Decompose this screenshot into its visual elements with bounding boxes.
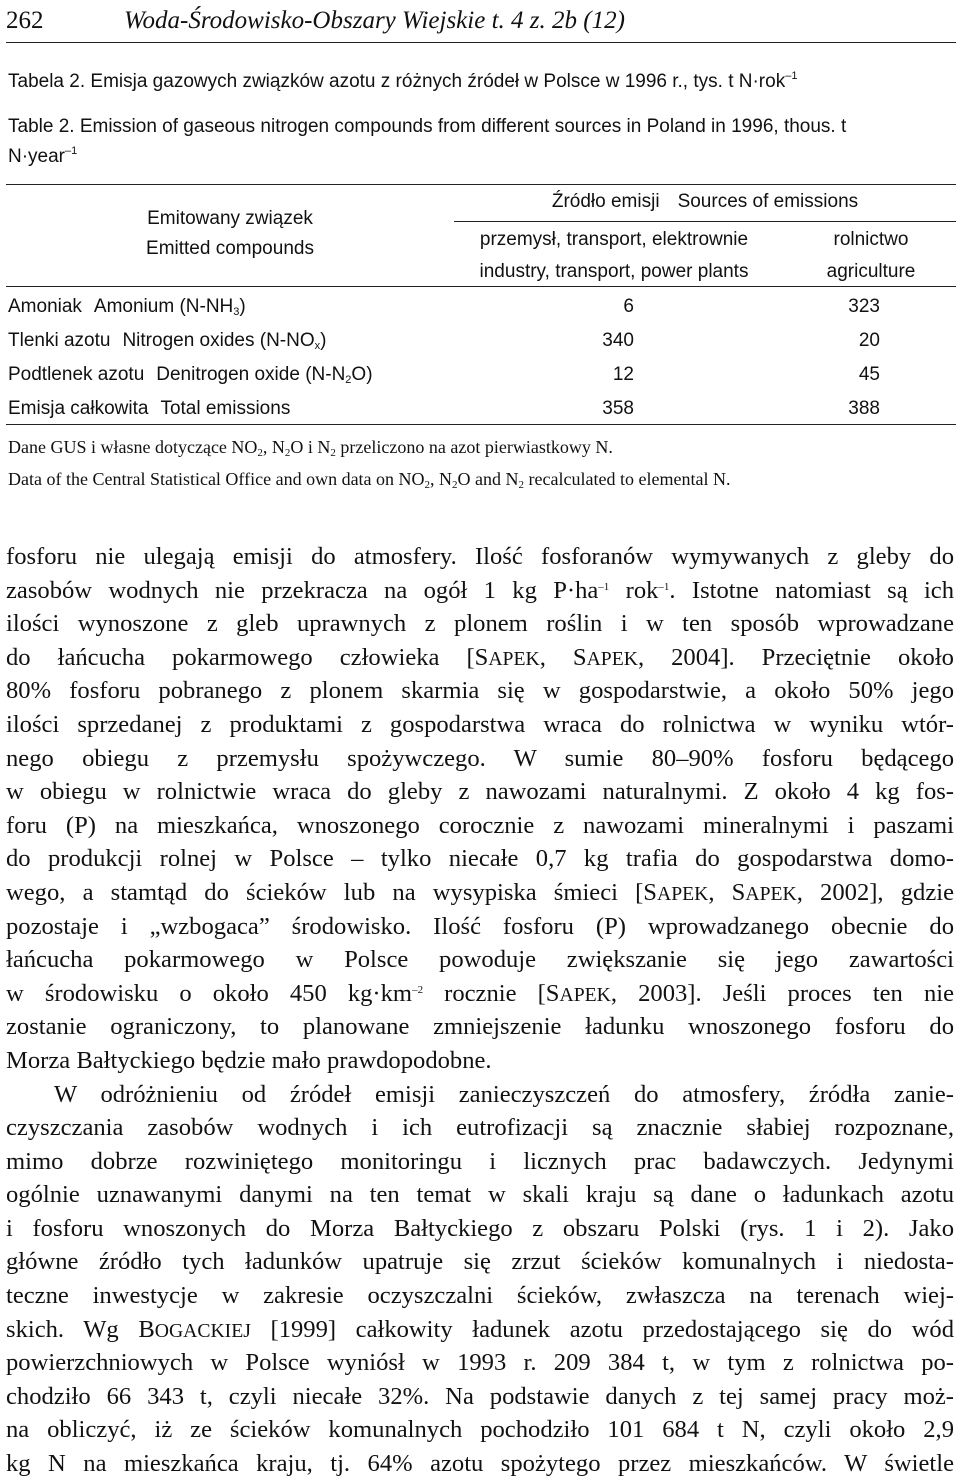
row-label-en: Denitrogen oxide (N-N: [156, 364, 346, 385]
page-number: 262: [6, 7, 44, 34]
row-label-en: Total emissions: [160, 398, 291, 419]
text-run: zasobów wodnych nie przekracza na ogół 1 kg P·ha: [6, 576, 599, 604]
cell-agriculture: 20: [858, 330, 880, 351]
text-line: foru (P) na mieszkańca, wnoszonego corocznie z nawozami mineralnymi i paszami: [6, 811, 954, 839]
row-label: [8, 392, 290, 426]
author-smallcaps: OGACKIEJ: [154, 1319, 251, 1342]
body-text: [6, 540, 954, 1481]
note-text: Data of the Central Statistical Office and own data on NO: [8, 469, 425, 489]
text-run: rok: [609, 576, 659, 604]
table-source-note-pl: [8, 434, 953, 460]
text-run: , S: [539, 643, 587, 671]
table-row: [6, 290, 956, 324]
text-run: , 2003]. Jeśli proces ten nie: [610, 979, 954, 1007]
column-header-compounds: [6, 204, 454, 264]
text-line: i fosforu wnoszonych do Morza Bałtyckiego z obszaru Polski (rys. 1 i 2). Jako: [6, 1214, 954, 1242]
text-line: pozostaje i „wzbogaca” środowisko. Ilość fosforu (P) wprowadzanego obecnie do: [6, 912, 954, 940]
author-smallcaps: APEK: [745, 882, 797, 905]
column-header-agriculture-pl: rolnictwo: [833, 229, 909, 250]
row-label-subscript: x: [314, 340, 321, 352]
table-source-note-en: [8, 466, 953, 492]
text-line: nego obiegu z przemysłu spożywczego. W sumie 80–90% fosforu będącego: [6, 744, 954, 772]
text-line: [6, 977, 954, 1011]
text-line: kg N na mieszkańca kraju, tj. 64% azotu spożytego przez mieszkańców. W świetle: [6, 1450, 954, 1478]
note-subscript: 2: [330, 447, 336, 459]
cell-industry: 12: [612, 364, 634, 385]
text-line: ilości wynoszone z gleb uprawnych z plonem roślin i w ten sposób wprowadzane: [6, 610, 954, 638]
table-top-rule: [6, 184, 956, 185]
emissions-table: [6, 184, 956, 426]
caption-en-continuation: [8, 142, 953, 172]
note-subscript: 2: [257, 447, 263, 459]
row-label: [8, 324, 326, 358]
header-divider: [6, 42, 956, 43]
column-header-compounds-pl: Emitowany związek: [147, 208, 313, 229]
note-subscript: 2: [518, 479, 525, 491]
note-subscript: 2: [424, 479, 431, 491]
table-row-total: [6, 392, 956, 426]
author-smallcaps: APEK: [586, 647, 638, 670]
text-run: [1999] całkowity ładunek azotu przedostającego się do wód: [250, 1315, 954, 1343]
text-line: chodziło 66 343 t, czyli niecałe 32%. Na podstawie danych z tej samej pracy moż-: [6, 1382, 954, 1410]
note-text: recalculated to elemental N.: [524, 469, 731, 489]
text-line: [6, 574, 954, 608]
row-label-en-end: O): [351, 364, 373, 385]
row-label-pl: Emisja całkowita: [8, 398, 149, 419]
text-line: [6, 1313, 954, 1347]
note-text: O i N: [290, 437, 331, 457]
row-label-pl: Podtlenek azotu: [8, 364, 145, 385]
text-line: teczne inwestycje w zakresie oczyszczalni ścieków, zwłaszcza na terenach wiej-: [6, 1282, 954, 1310]
caption-pl-superscript: –1: [785, 70, 798, 82]
text-run: w środowisku o około 450 kg·km: [6, 979, 413, 1007]
cell-agriculture: 323: [848, 296, 880, 317]
caption-en-unit: N·year: [8, 146, 66, 167]
text-line: czyszczania zasobów wodnych i ich eutrofizacji są znacznie słabiej rozpoznane,: [6, 1114, 954, 1142]
note-subscript: 2: [452, 479, 458, 491]
running-header: [6, 2, 956, 44]
text-line: W odróżnieniu od źródeł emisji zanieczyszczeń do atmosfery, źródła zanie-: [54, 1080, 954, 1108]
author-smallcaps: APEK: [559, 983, 611, 1006]
table-caption-pl: [8, 67, 953, 97]
column-header-industry-pl: przemysł, transport, elektrownie: [479, 229, 749, 250]
row-label-en-end: ): [239, 296, 246, 317]
cell-agriculture: 388: [848, 398, 880, 419]
text-line: w obiegu w rolnictwie wraca do gleby z nawozami naturalnymi. Z około 4 kg fos-: [6, 778, 954, 806]
note-text: Dane GUS i własne dotyczące NO: [8, 437, 258, 457]
text-line: 80% fosforu pobranego z plonem skarmia się w gospodarstwie, a około 50% jego: [6, 677, 954, 705]
text-line: Morza Bałtyckiego będzie mało prawdopodobne.: [6, 1046, 492, 1074]
text-line: zostanie ograniczony, to planowane zmniejszenie ładunku wnoszonego fosforu do: [6, 1013, 954, 1041]
author-smallcaps: APEK: [657, 882, 709, 905]
cell-industry: 340: [602, 330, 634, 351]
note-subscript: 2: [284, 447, 291, 459]
cell-industry: 6: [623, 296, 634, 317]
caption-pl-text: Tabela 2. Emisja gazowych związków azotu z różnych źródeł w Polsce w 1996 r., tys. t N·rok: [8, 71, 786, 92]
column-header-sources: [454, 187, 956, 217]
column-header-industry-en: industry, transport, power plants: [479, 261, 749, 282]
text-line: do produkcji rolnej w Polsce – tylko niecałe 0,7 kg trafia do gospodarstwa domo-: [6, 845, 954, 873]
row-label-en-end: ): [320, 330, 327, 351]
text-run: rocznie [S: [423, 979, 560, 1007]
note-text: O and N: [457, 469, 519, 489]
text-run: skich. Wg B: [6, 1315, 155, 1343]
cell-industry: 358: [602, 398, 634, 419]
journal-title: Woda-Środowisko-Obszary Wiejskie t. 4 z. 2b (12): [124, 7, 625, 34]
row-label-en: Nitrogen oxides (N-NO: [122, 330, 315, 351]
table-row: [6, 358, 956, 392]
text-run: . Istotne natomiast są ich: [669, 576, 954, 604]
row-label: [8, 290, 246, 324]
text-line: główne źródło tych ładunków upatruje się zrzut ścieków komunalnych i niedosta-: [6, 1248, 954, 1276]
text-line: fosforu nie ulegają emisji do atmosfery. Ilość fosforanów wymywanych z gleby do: [6, 543, 954, 570]
column-header-agriculture: [786, 224, 956, 288]
text-line: mimo dobrze rozwiniętego monitoringu i licznych prac badawczych. Jedynymi: [6, 1147, 954, 1175]
text-line: [6, 641, 954, 675]
column-header-industry: [454, 224, 774, 288]
cell-agriculture: 45: [858, 364, 880, 385]
row-label-subscript: 2: [345, 374, 352, 386]
text-line: ogólnie uznawanymi danymi na ten temat w skali kraju są dane o ładunkach azotu: [6, 1181, 954, 1209]
column-header-compounds-en: Emitted compounds: [146, 238, 314, 259]
text-line: ilości sprzedanej z produktami z gospodarstwa wraca do rolnictwa w wyniku wtór-: [6, 710, 954, 738]
superscript: –1: [598, 580, 610, 593]
text-run: , 2004]. Przeciętnie około: [637, 643, 954, 671]
note-text: , N: [262, 437, 285, 457]
text-run: wego, a stamtąd do ścieków lub na wysypiska śmieci [S: [6, 878, 657, 906]
text-run: do łańcucha pokarmowego człowieka [S: [6, 643, 489, 671]
column-header-sources-en: Sources of emissions: [677, 191, 859, 212]
text-run: , S: [708, 878, 746, 906]
text-line: łańcucha pokarmowego w Polsce powoduje zwiększanie się jego zawartości: [6, 946, 954, 974]
table-row: [6, 324, 956, 358]
row-label-subscript: 3: [233, 306, 240, 318]
text-line: [6, 876, 954, 910]
caption-en-text: Table 2. Emission of gaseous nitrogen compounds from different sources in Poland in 1996, thous. t: [8, 116, 847, 137]
text-line: na obliczyć, iż ze ścieków komunalnych pochodziło 101 684 t N, czyli około 2,9: [6, 1416, 954, 1444]
column-header-agriculture-en: agriculture: [826, 261, 916, 282]
text-run: , 2002], gdzie: [796, 878, 954, 906]
table-group-rule: [454, 221, 956, 222]
row-label-pl: Tlenki azotu: [8, 330, 111, 351]
note-text: , N: [430, 469, 453, 489]
note-text: przeliczono na azot pierwiastkowy N.: [335, 437, 613, 457]
row-label-pl: Amoniak: [8, 296, 82, 317]
superscript: –1: [658, 580, 670, 593]
table-caption-en: [8, 112, 953, 172]
column-header-sources-pl: Źródło emisji: [551, 191, 660, 212]
text-line: powierzchniowych w Polsce wyniósł w 1993 r. 209 384 t, w tym z rolnictwa po-: [6, 1349, 954, 1377]
author-smallcaps: APEK: [488, 647, 540, 670]
superscript: –2: [412, 983, 424, 996]
row-label-en: Amonium (N-NH: [93, 296, 234, 317]
row-label: [8, 358, 373, 392]
caption-en-superscript: –1: [65, 145, 78, 157]
